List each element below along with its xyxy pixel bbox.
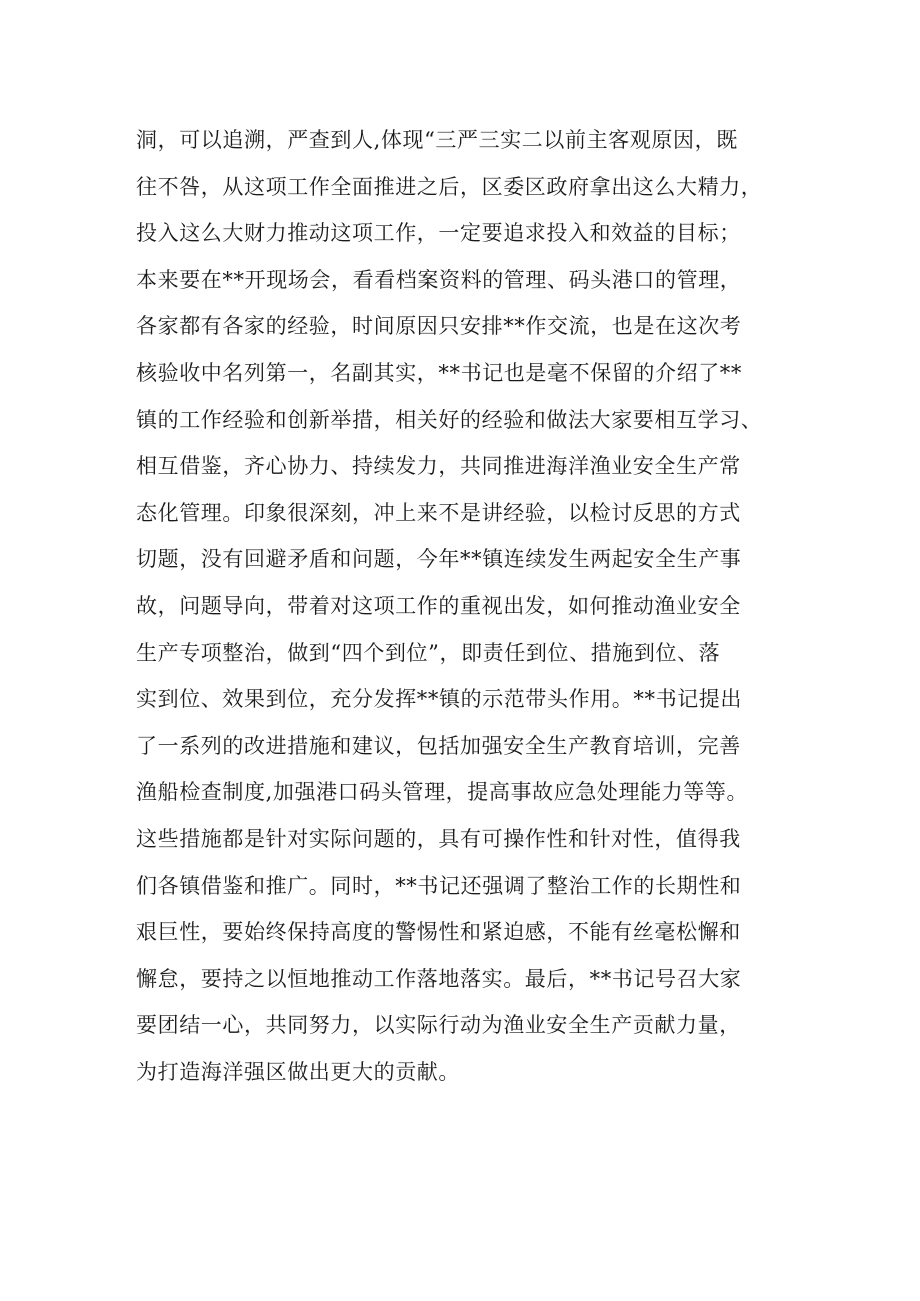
text-line: 生产专项整治，做到“四个到位”，即责任到位、措施到位、落 <box>136 640 721 665</box>
text-line: 故，问题导向，带着对这项工作的重视出发，如何推动渔业安全 <box>136 593 741 618</box>
text-line: 懈怠，要持之以恒地推动工作落地落实。最后，**书记号召大家 <box>136 966 742 991</box>
text-line: 切题，没有回避矛盾和问题，今年**镇连续发生两起安全生产事 <box>136 547 742 572</box>
text-line: 相互借鉴，齐心协力、持续发力，共同推进海洋渔业安全生产常 <box>136 454 741 479</box>
text-line: 渔船检查制度,加强港口码头管理，提高事故应急处理能力等等。 <box>136 780 749 805</box>
text-line: 艰巨性，要始终保持高度的警惕性和紧迫感，不能有丝毫松懈和 <box>136 920 741 945</box>
text-line: 要团结一心，共同努力，以实际行动为渔业安全生产贡献力量， <box>136 1013 741 1038</box>
text-line: 为打造海洋强区做出更大的贡献。 <box>136 1059 460 1084</box>
text-line: 核验收中名列第一，名副其实，**书记也是毫不保留的介绍了** <box>136 360 742 385</box>
text-line: 实到位、效果到位，充分发挥**镇的示范带头作用。**书记提出 <box>136 687 742 712</box>
text-line: 这些措施都是针对实际问题的，具有可操作性和针对性，值得我 <box>136 826 741 851</box>
text-line: 本来要在**开现场会，看看档案资料的管理、码头港口的管理， <box>136 267 742 292</box>
text-line: 镇的工作经验和创新举措，相关好的经验和做法大家要相互学习、 <box>136 407 763 432</box>
text-line: 们各镇借鉴和推广。同时，**书记还强调了整治工作的长期性和 <box>136 873 742 898</box>
text-line: 投入这么大财力推动这项工作，一定要追求投入和效益的目标； <box>136 221 741 246</box>
text-line: 往不咎，从这项工作全面推进之后，区委区政府拿出这么大精力， <box>136 174 763 199</box>
text-line: 了一系列的改进措施和建议，包括加强安全生产教育培训，完善 <box>136 733 741 758</box>
body-paragraph <box>136 117 816 1095</box>
text-line: 态化管理。印象很深刻，冲上来不是讲经验，以检讨反思的方式 <box>136 500 741 525</box>
text-line: 各家都有各家的经验，时间原因只安排**作交流，也是在这次考 <box>136 314 742 339</box>
text-line: 洞，可以追溯，严查到人,体现“三严三实二以前主客观原因，既 <box>136 128 738 152</box>
